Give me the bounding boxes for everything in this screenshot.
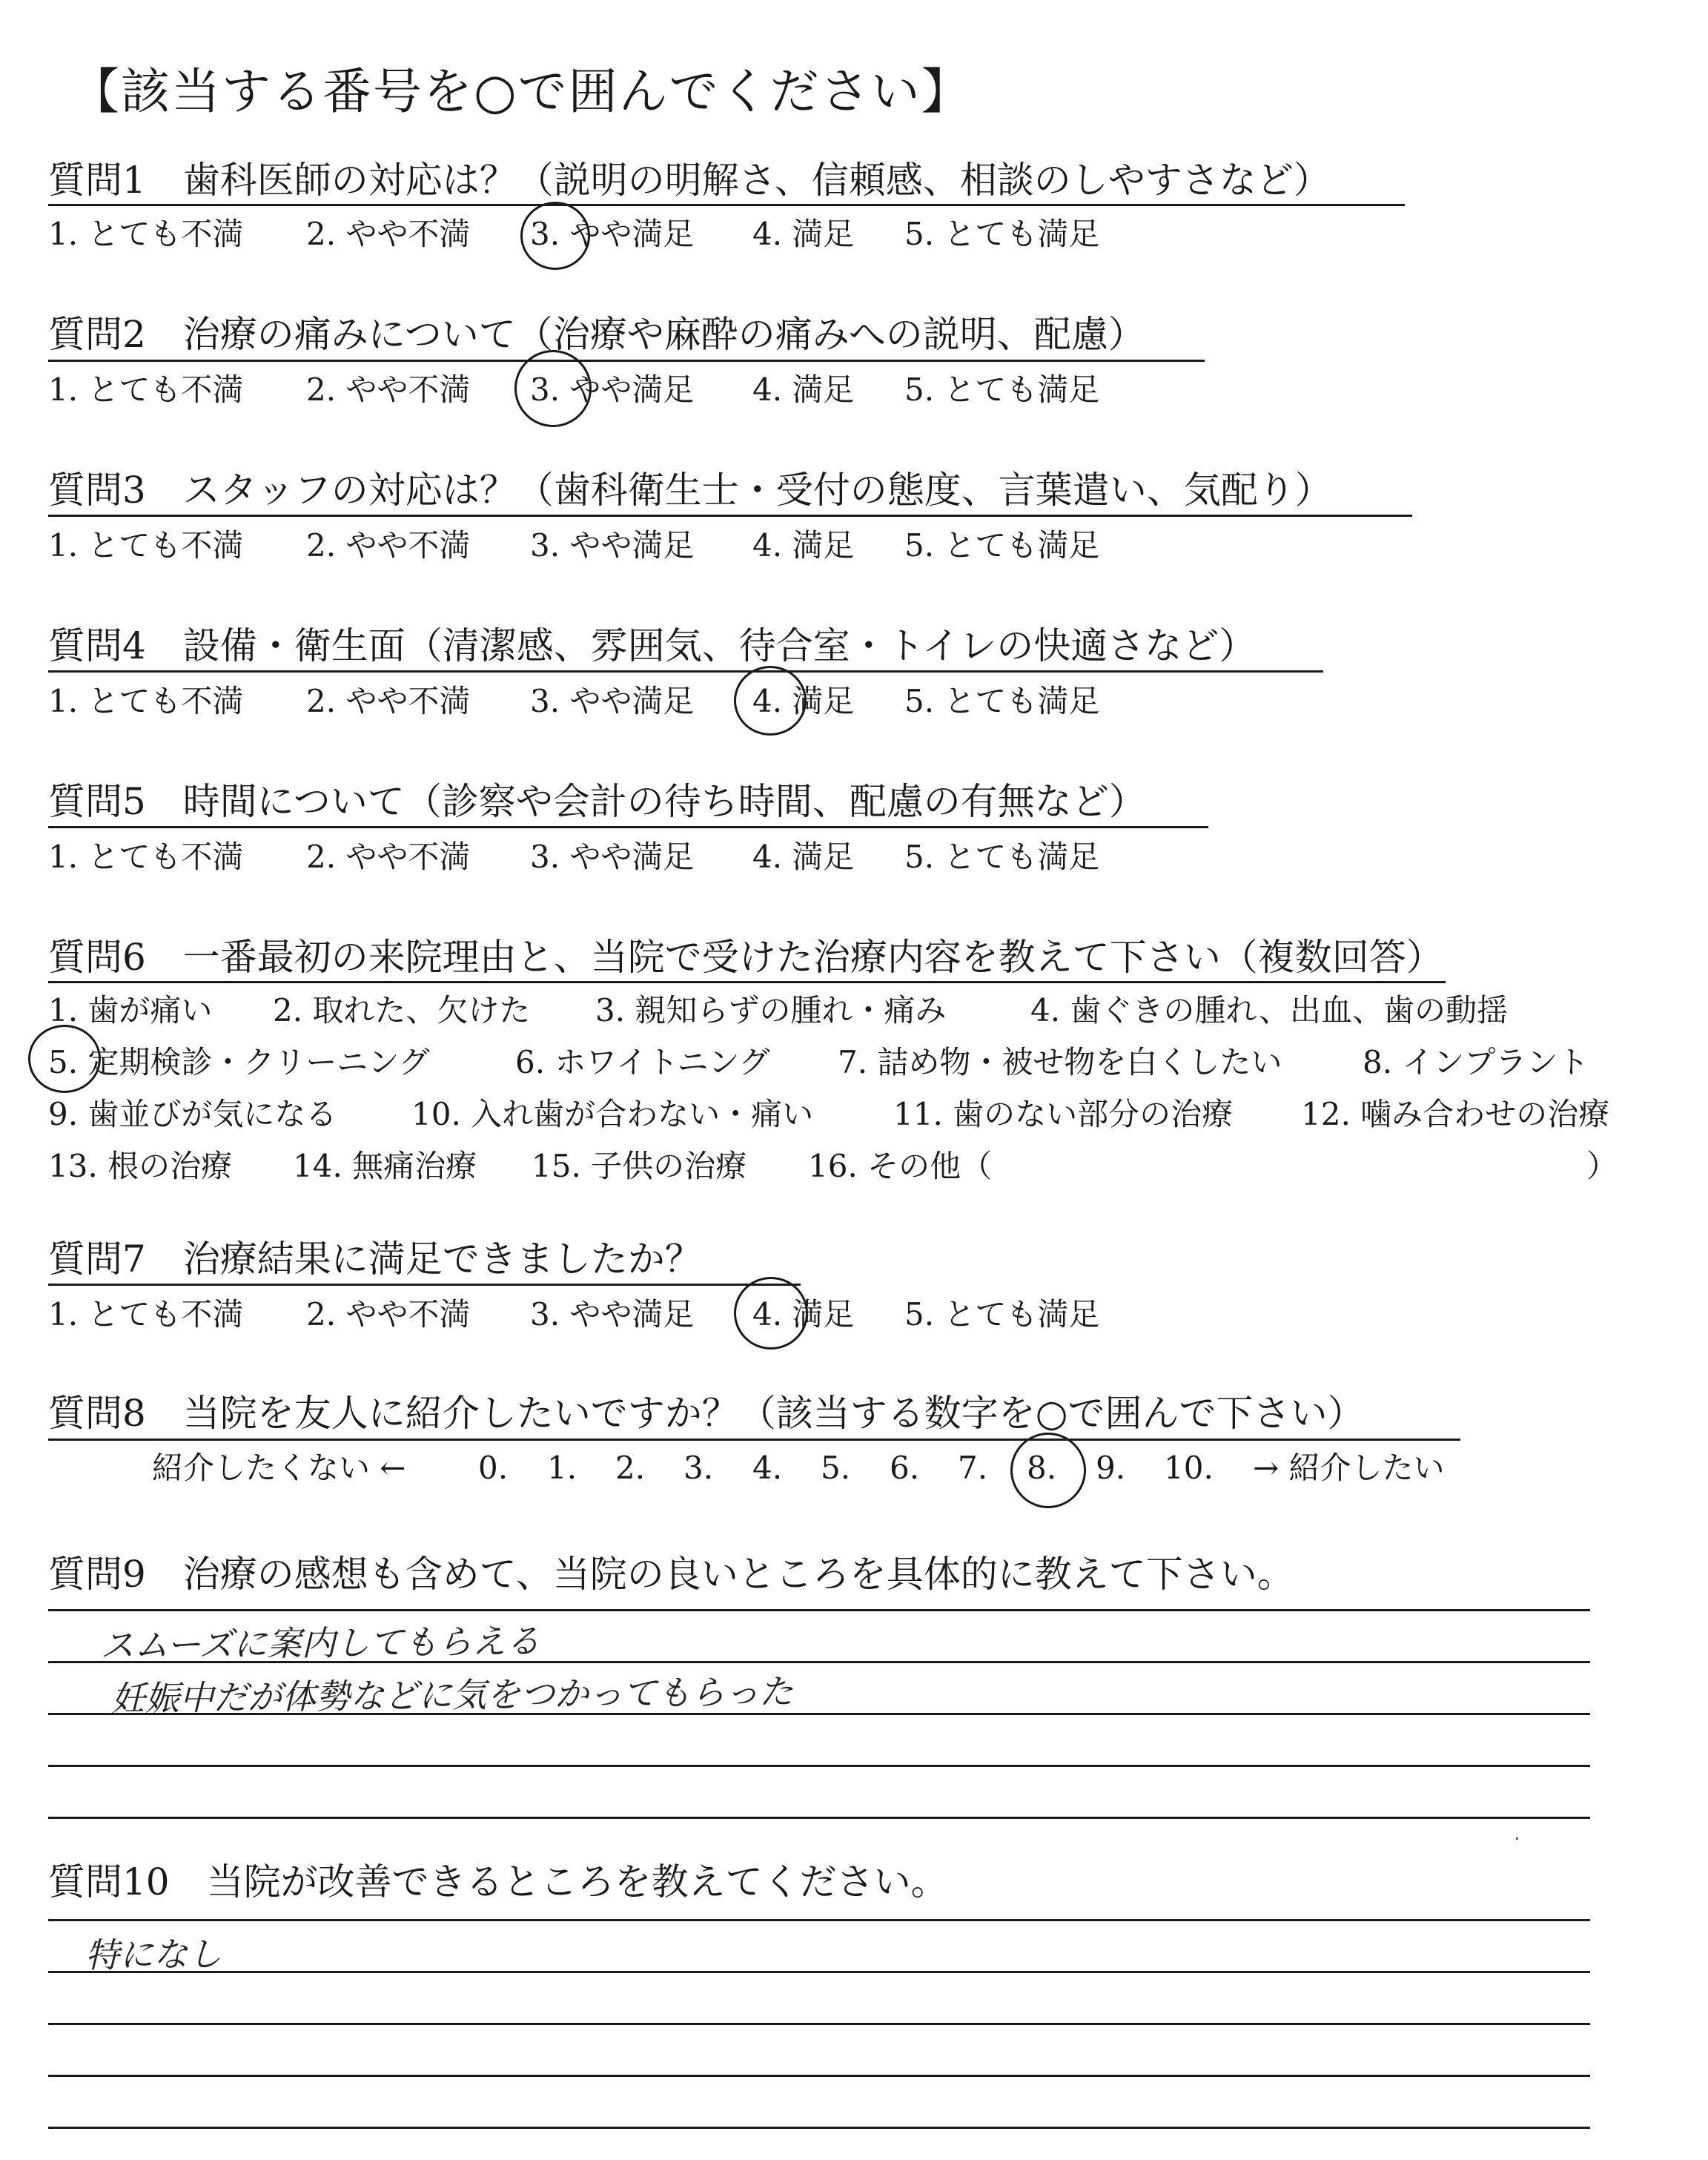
q6-option-14[interactable]: 14. 無痛治療 — [293, 1148, 477, 1184]
q3-options — [0, 525, 1708, 567]
q5-option-4[interactable]: 4. 満足 — [752, 839, 855, 875]
q1-selected-circle — [520, 202, 590, 270]
q8-scale — [0, 1447, 1708, 1489]
q8-option-7[interactable]: 7. — [958, 1450, 988, 1486]
q9-answer-line-5 — [48, 1817, 1590, 1819]
q2-option-3[interactable]: 3. やや満足 — [530, 371, 695, 408]
q6-option-10[interactable]: 10. 入れ歯が合わない・痛い — [411, 1096, 814, 1132]
q7-underline — [48, 1284, 801, 1286]
q2-option-2[interactable]: 2. やや不満 — [306, 371, 471, 408]
q10-answer-line-1 — [48, 1919, 1590, 1921]
q3-title: 質問3 スタッフの対応は？（歯科衛生士・受付の態度、言葉遣い、気配り） — [48, 469, 1332, 512]
q8-option-8[interactable]: 8. — [1027, 1450, 1057, 1486]
page-title: 【該当する番号を○で囲んでください】 — [70, 63, 972, 120]
q8-underline — [48, 1439, 1460, 1441]
q4-selected-circle — [734, 666, 807, 736]
q5-options — [0, 836, 1708, 878]
q5-option-3[interactable]: 3. やや満足 — [530, 839, 695, 875]
q2-option-1[interactable]: 1. とても不満 — [48, 371, 244, 408]
q6-option-15[interactable]: 15. 子供の治療 — [532, 1148, 747, 1184]
q4-title: 質問4 設備・衛生面（清潔感、雰囲気、待合室・トイレの快適さなど） — [48, 624, 1257, 667]
q10-answer-line-3 — [48, 2023, 1590, 2025]
q1-title: 質問1 歯科医師の対応は？（説明の明解さ、信頼感、相談のしやすさなど） — [48, 159, 1331, 202]
q8-right-label: → 紹介したい — [1253, 1450, 1445, 1486]
q6-option-12[interactable]: 12. 噛み合わせの治療 — [1301, 1096, 1610, 1132]
q5-underline — [48, 826, 1208, 828]
q8-option-3[interactable]: 3. — [683, 1450, 714, 1486]
q4-underline — [48, 670, 1323, 673]
q6-option-9[interactable]: 9. 歯並びが気になる — [48, 1096, 337, 1132]
q4-options — [0, 681, 1708, 722]
q8-option-1[interactable]: 1. — [547, 1450, 577, 1486]
q9-handwritten-answer-2: 妊娠中だが体勢などに気をつかってもらった — [110, 1671, 794, 1719]
q3-option-1[interactable]: 1. とても不満 — [48, 527, 244, 564]
q8-title: 質問8 当院を友人に紹介したいですか？（該当する数字を○で囲んで下さい） — [48, 1392, 1365, 1435]
q1-option-5[interactable]: 5. とても満足 — [904, 216, 1100, 252]
q7-option-1[interactable]: 1. とても不満 — [48, 1296, 244, 1332]
q3-underline — [48, 515, 1412, 517]
q6-underline — [48, 981, 1446, 983]
q7-option-5[interactable]: 5. とても満足 — [904, 1296, 1100, 1332]
q7-title: 質問7 治療結果に満足できましたか？ — [48, 1238, 702, 1281]
q8-option-6[interactable]: 6. — [890, 1450, 920, 1486]
q6-option-16[interactable]: 16. その他（ — [808, 1148, 993, 1184]
q5-option-5[interactable]: 5. とても満足 — [904, 839, 1100, 875]
q2-title: 質問2 治療の痛みについて（治療や麻酔の痛みへの説明、配慮） — [48, 313, 1145, 356]
q6-option-13[interactable]: 13. 根の治療 — [48, 1148, 233, 1184]
q8-option-0[interactable]: 0. — [478, 1450, 509, 1486]
q2-option-5[interactable]: 5. とても満足 — [904, 371, 1100, 408]
q9-title: 質問9 治療の感想も含めて、当院の良いところを具体的に教えて下さい。 — [48, 1553, 1294, 1596]
q6-option-5[interactable]: 5. 定期検診・クリーニング — [48, 1044, 430, 1080]
q8-left-label: 紹介したくない ← — [152, 1450, 406, 1486]
q5-option-1[interactable]: 1. とても不満 — [48, 839, 244, 875]
q6-option-3[interactable]: 3. 親知らずの腫れ・痛み — [595, 992, 947, 1028]
q2-options — [0, 369, 1708, 411]
q4-option-2[interactable]: 2. やや不満 — [306, 683, 471, 719]
q7-option-2[interactable]: 2. やや不満 — [306, 1296, 471, 1332]
q9-answer-line-1 — [48, 1609, 1590, 1611]
q6-option-2[interactable]: 2. 取れた、欠けた — [273, 992, 531, 1028]
q10-answer-line-4 — [48, 2075, 1590, 2077]
q7-options — [0, 1294, 1708, 1335]
q2-option-4[interactable]: 4. 満足 — [752, 371, 855, 408]
q7-selected-circle — [734, 1277, 808, 1350]
q10-handwritten-answer-1: 特になし — [85, 1934, 222, 1975]
q5-title: 質問5 時間について（診察や会計の待ち時間、配慮の有無など） — [48, 780, 1146, 823]
q3-option-3[interactable]: 3. やや満足 — [530, 527, 695, 564]
q7-option-3[interactable]: 3. やや満足 — [530, 1296, 695, 1332]
q6-option-7[interactable]: 7. 詰め物・被せ物を白くしたい — [838, 1044, 1282, 1080]
q3-option-5[interactable]: 5. とても満足 — [904, 527, 1100, 564]
q4-option-1[interactable]: 1. とても不満 — [48, 683, 244, 719]
q6-option-8[interactable]: 8. インプラント — [1363, 1044, 1589, 1080]
q3-option-2[interactable]: 2. やや不満 — [306, 527, 471, 564]
q6-option-1[interactable]: 1. 歯が痛い — [48, 992, 213, 1028]
q8-option-4[interactable]: 4. — [752, 1450, 783, 1486]
q1-underline — [48, 204, 1405, 206]
q8-option-9[interactable]: 9. — [1096, 1450, 1126, 1486]
q3-option-4[interactable]: 4. 満足 — [752, 527, 855, 564]
q1-option-3[interactable]: 3. やや満足 — [530, 216, 695, 252]
q5-option-2[interactable]: 2. やや不満 — [306, 839, 471, 875]
q10-answer-line-5 — [48, 2127, 1590, 2129]
q10-answer-line-2 — [48, 1971, 1590, 1973]
q4-option-4[interactable]: 4. 満足 — [752, 683, 855, 719]
q8-selected-circle — [1010, 1433, 1086, 1508]
q6-title: 質問6 一番最初の来院理由と、当院で受けた治療内容を教えて下さい（複数回答） — [48, 936, 1443, 979]
q9-handwritten-answer-1: スムーズに案内してもらえる — [99, 1620, 540, 1666]
q1-option-1[interactable]: 1. とても不満 — [48, 216, 244, 252]
q6-option-4[interactable]: 4. 歯ぐきの腫れ、出血、歯の動揺 — [1030, 992, 1508, 1028]
q1-option-2[interactable]: 2. やや不満 — [306, 216, 471, 252]
q8-option-10[interactable]: 10. — [1164, 1450, 1214, 1486]
q1-options — [0, 214, 1708, 255]
q6-other-close-paren: ） — [1586, 1148, 1618, 1184]
q4-option-5[interactable]: 5. とても満足 — [904, 683, 1100, 719]
q8-option-5[interactable]: 5. — [821, 1450, 851, 1486]
q1-option-4[interactable]: 4. 満足 — [752, 216, 855, 252]
q2-selected-circle — [514, 350, 592, 427]
q9-answer-line-4 — [48, 1765, 1590, 1767]
q8-option-2[interactable]: 2. — [615, 1450, 646, 1486]
q10-title: 質問10 当院が改善できるところを教えてください。 — [48, 1860, 948, 1903]
q6-option-11[interactable]: 11. 歯のない部分の治療 — [893, 1096, 1234, 1132]
q6-options — [0, 990, 1708, 1198]
q2-underline — [48, 360, 1205, 362]
q6-selected-circle — [28, 1025, 101, 1093]
q4-option-3[interactable]: 3. やや満足 — [530, 683, 695, 719]
q7-option-4[interactable]: 4. 満足 — [752, 1296, 855, 1332]
q6-option-6[interactable]: 6. ホワイトニング — [515, 1044, 770, 1080]
scan-speck — [1516, 1837, 1518, 1840]
